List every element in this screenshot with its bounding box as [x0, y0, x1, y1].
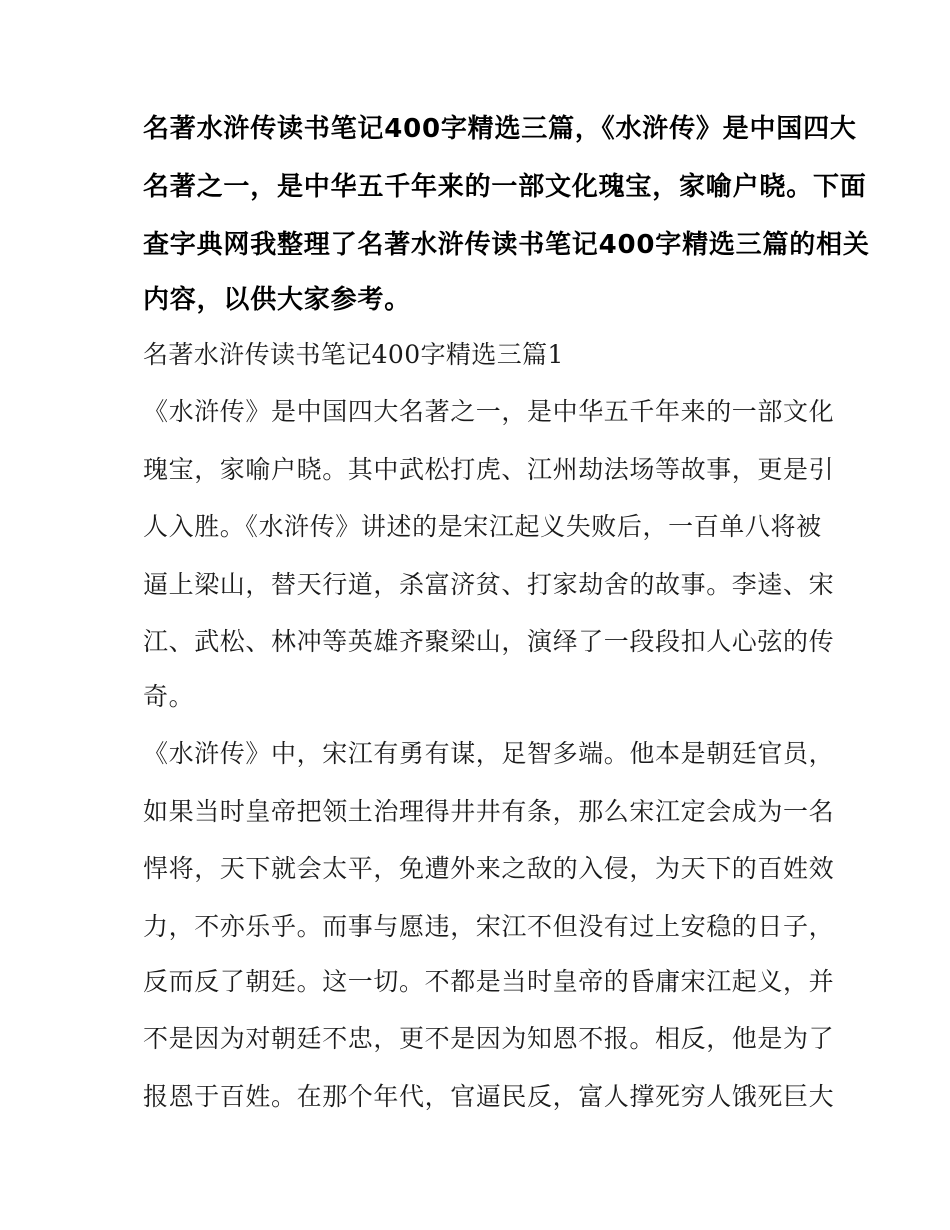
paragraph-line: 不是因为对朝廷不忠，更不是因为知恩不报。相反，他是为了	[143, 1024, 835, 1053]
paragraph-line: 《水浒传》中，宋江有勇有谋，足智多端。他本是朝廷官员，	[143, 739, 835, 768]
intro-line: 名著水浒传读书笔记400字精选三篇，《水浒传》是中国四大	[143, 114, 857, 144]
intro-line: 名著之一，是中华五千年来的一部文化瑰宝，家喻户晓。下面	[143, 172, 867, 202]
intro-line: 查字典网我整理了名著水浒传读书笔记400字精选三篇的相关	[143, 230, 870, 260]
paragraph-line: 江、武松、林冲等英雄齐聚梁山，演绎了一段段扣人心弦的传	[143, 627, 835, 656]
paragraph-line: 逼上梁山，替天行道，杀富济贫、打家劫舍的故事。李逵、宋	[143, 570, 835, 599]
paragraph-line: 瑰宝，家喻户晓。其中武松打虎、江州劫法场等故事，更是引	[143, 455, 835, 484]
paragraph-line: 反而反了朝廷。这一切。不都是当时皇帝的昏庸宋江起义，并	[143, 967, 835, 996]
paragraph-line: 悍将，天下就会太平，免遭外来之敌的入侵，为天下的百姓效	[143, 854, 835, 883]
paragraph-line: 奇。	[143, 682, 195, 711]
paragraph-line: 《水浒传》是中国四大名著之一，是中华五千年来的一部文化	[143, 397, 835, 426]
intro-line: 内容，以供大家参考。	[143, 285, 412, 315]
paragraph-line: 报恩于百姓。在那个年代，官逼民反，富人撑死穷人饿死巨大	[143, 1082, 835, 1111]
paragraph-line: 人入胜。《水浒传》讲述的是宋江起义失败后，一百单八将被	[143, 512, 822, 541]
section-title: 名著水浒传读书笔记400字精选三篇1	[143, 340, 564, 369]
paragraph-line: 如果当时皇帝把领土治理得井井有条，那么宋江定会成为一名	[143, 797, 835, 826]
paragraph-line: 力，不亦乐乎。而事与愿违，宋江不但没有过上安稳的日子，	[143, 912, 835, 941]
